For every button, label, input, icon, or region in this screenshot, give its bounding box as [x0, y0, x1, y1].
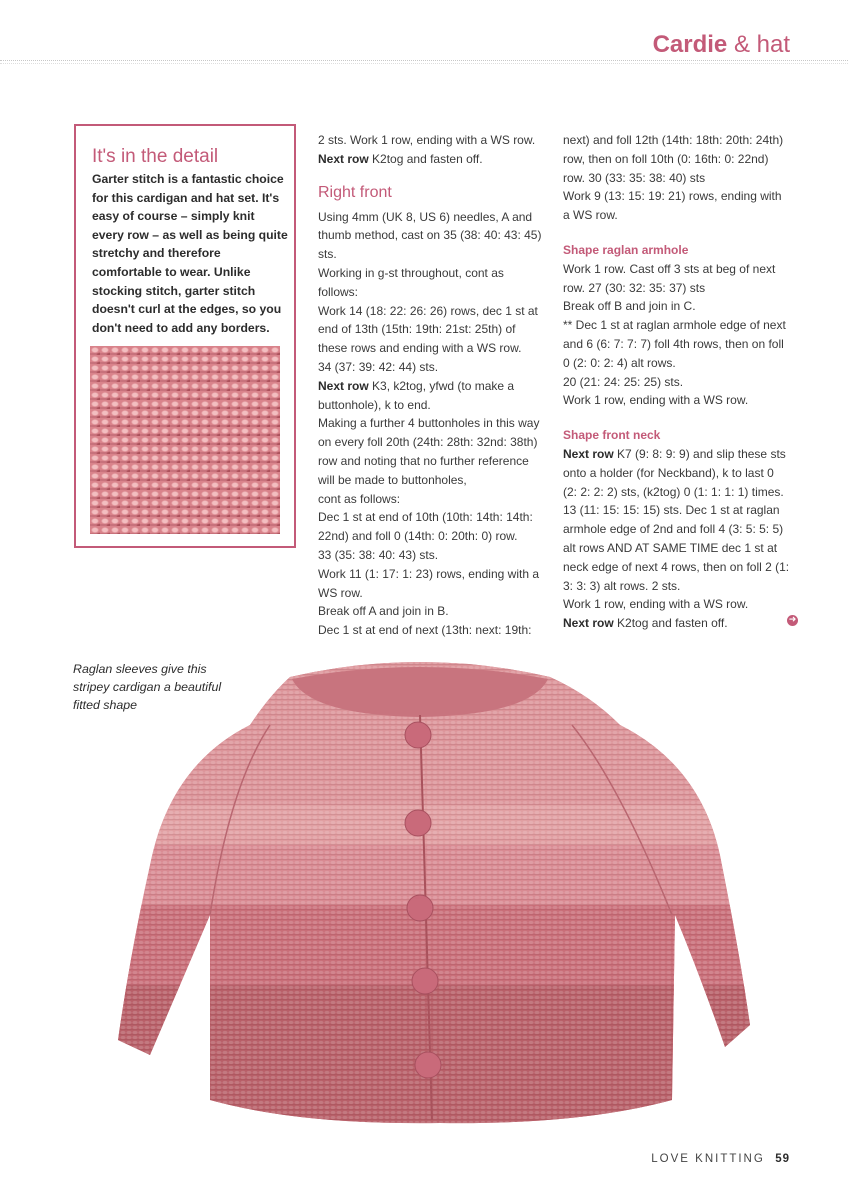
box-border-top: [74, 124, 296, 126]
paragraph: Dec 1 st at end of next (13th: next: 19th:: [318, 623, 532, 638]
paragraph: Next row K7 (9: 8: 9: 9) and slip these sts onto a holder (for Neckband), k to last 0 (2: 2: 2: 2) sts, (k2tog) 0 (1: 1: 1: 1) times. 13 (11: 15: 15: 15) sts. Dec 1 st at raglan armhole edge of 2nd and foll 4 (3: 5: 5: 5) alt rows AND AT SAME TIME dec 1 st at neck edge of next 4 rows, then on foll 2 (1: 3: 3: 3) alt rows. 2 sts.: [563, 446, 790, 593]
paragraph: Work 1 row, ending with a WS row.: [563, 597, 749, 612]
paragraph: 2 sts. Work 1 row, ending with a WS row.: [318, 133, 536, 147]
paragraph: ** Dec 1 st at raglan armhole edge of next and 6 (6: 7: 7: 7) foll 4th rows, then on foll 0 (2: 0: 2: 4) alt rows.: [563, 318, 786, 370]
magazine-name: LOVE KNITTING: [651, 1153, 765, 1165]
paragraph: Making a further 4 buttonholes in this way on every foll 20th (24th: 28th: 32nd: 38th) row and noting that no further reference will be made to buttonholes,: [318, 416, 540, 487]
header-title-bold: Cardie: [652, 31, 728, 58]
paragraph: Using 4mm (UK 8, US 6) needles, A and thumb method, cast on 35 (38: 40: 43: 45) sts.: [318, 209, 542, 262]
paragraph: Work 14 (18: 22: 26: 26) rows, dec 1 st at end of 13th (15th: 19th: 21st: 25th) of these rows and ending with a WS row.: [318, 303, 538, 356]
cardigan-photo: [60, 655, 800, 1155]
paragraph: cont as follows:: [318, 491, 401, 506]
paragraph: Break off B and join in C.: [563, 299, 696, 314]
subheading-shape-raglan-armhole: Shape raglan armhole: [563, 242, 689, 257]
section-heading-right-front: Right front: [318, 183, 392, 201]
box-border-left: [74, 124, 76, 548]
paragraph: Next row K2tog and fasten off.: [563, 616, 728, 631]
paragraph: Work 11 (1: 17: 1: 23) rows, ending with a WS row.: [318, 566, 539, 600]
instructions-column-1: [318, 131, 546, 640]
paragraph: Work 9 (13: 15: 19: 21) rows, ending with a WS row.: [563, 189, 782, 223]
paragraph: Working in g-st throughout, cont as follows:: [318, 265, 504, 299]
header-divider: [0, 60, 848, 61]
header-title-rest: & hat: [727, 31, 790, 58]
paragraph: Dec 1 st at end of 10th (10th: 14th: 14th: 22nd) and foll 0 (14th: 0: 20th: 0) row.: [318, 510, 533, 544]
sidebar-title: It's in the detail: [92, 146, 219, 167]
paragraph: Next row K3, k2tog, yfwd (to make a buttonhole), k to end.: [318, 378, 515, 412]
detail-sidebar-box: [74, 124, 296, 548]
garter-stitch-swatch-image: [90, 346, 280, 534]
arrow-right-circle-icon: ➜: [788, 615, 797, 625]
box-border-right: [294, 124, 296, 548]
box-border-bottom: [74, 546, 296, 548]
paragraph: Next row K2tog and fasten off.: [318, 151, 483, 166]
subheading-shape-front-neck: Shape front neck: [563, 428, 661, 443]
sidebar-text: Garter stitch is a fantastic choice for this cardigan and hat set. It's easy of course – simply knit every row – as well as being quite stretchy and therefore comfortable to wear. Unlike stocking stitch, garter stitch doesn't curl at the edges, so you don't need to add any borders.: [92, 172, 288, 335]
paragraph: next) and foll 12th (14th: 18th: 20th: 24th) row, then on foll 10th (0: 16th: 0: 22nd) row. 30 (33: 35: 38: 40) sts: [563, 133, 784, 185]
paragraph: Work 1 row, ending with a WS row.: [563, 393, 749, 408]
paragraph: 20 (21: 24: 25: 25) sts.: [563, 374, 684, 389]
photo-caption: Raglan sleeves give this stripey cardigan a beautiful fitted shape: [73, 662, 222, 712]
page-number: 59: [775, 1153, 790, 1165]
paragraph: 34 (37: 39: 42: 44) sts.: [318, 359, 439, 374]
page-footer: [651, 1153, 790, 1165]
page-header-title: [653, 30, 790, 60]
paragraph: Break off A and join in B.: [318, 604, 449, 619]
instructions-column-2: [563, 131, 791, 633]
paragraph: 33 (35: 38: 40: 43) sts.: [318, 547, 439, 562]
paragraph: Work 1 row. Cast off 3 sts at beg of next row. 27 (30: 32: 35: 37) sts: [563, 261, 776, 295]
